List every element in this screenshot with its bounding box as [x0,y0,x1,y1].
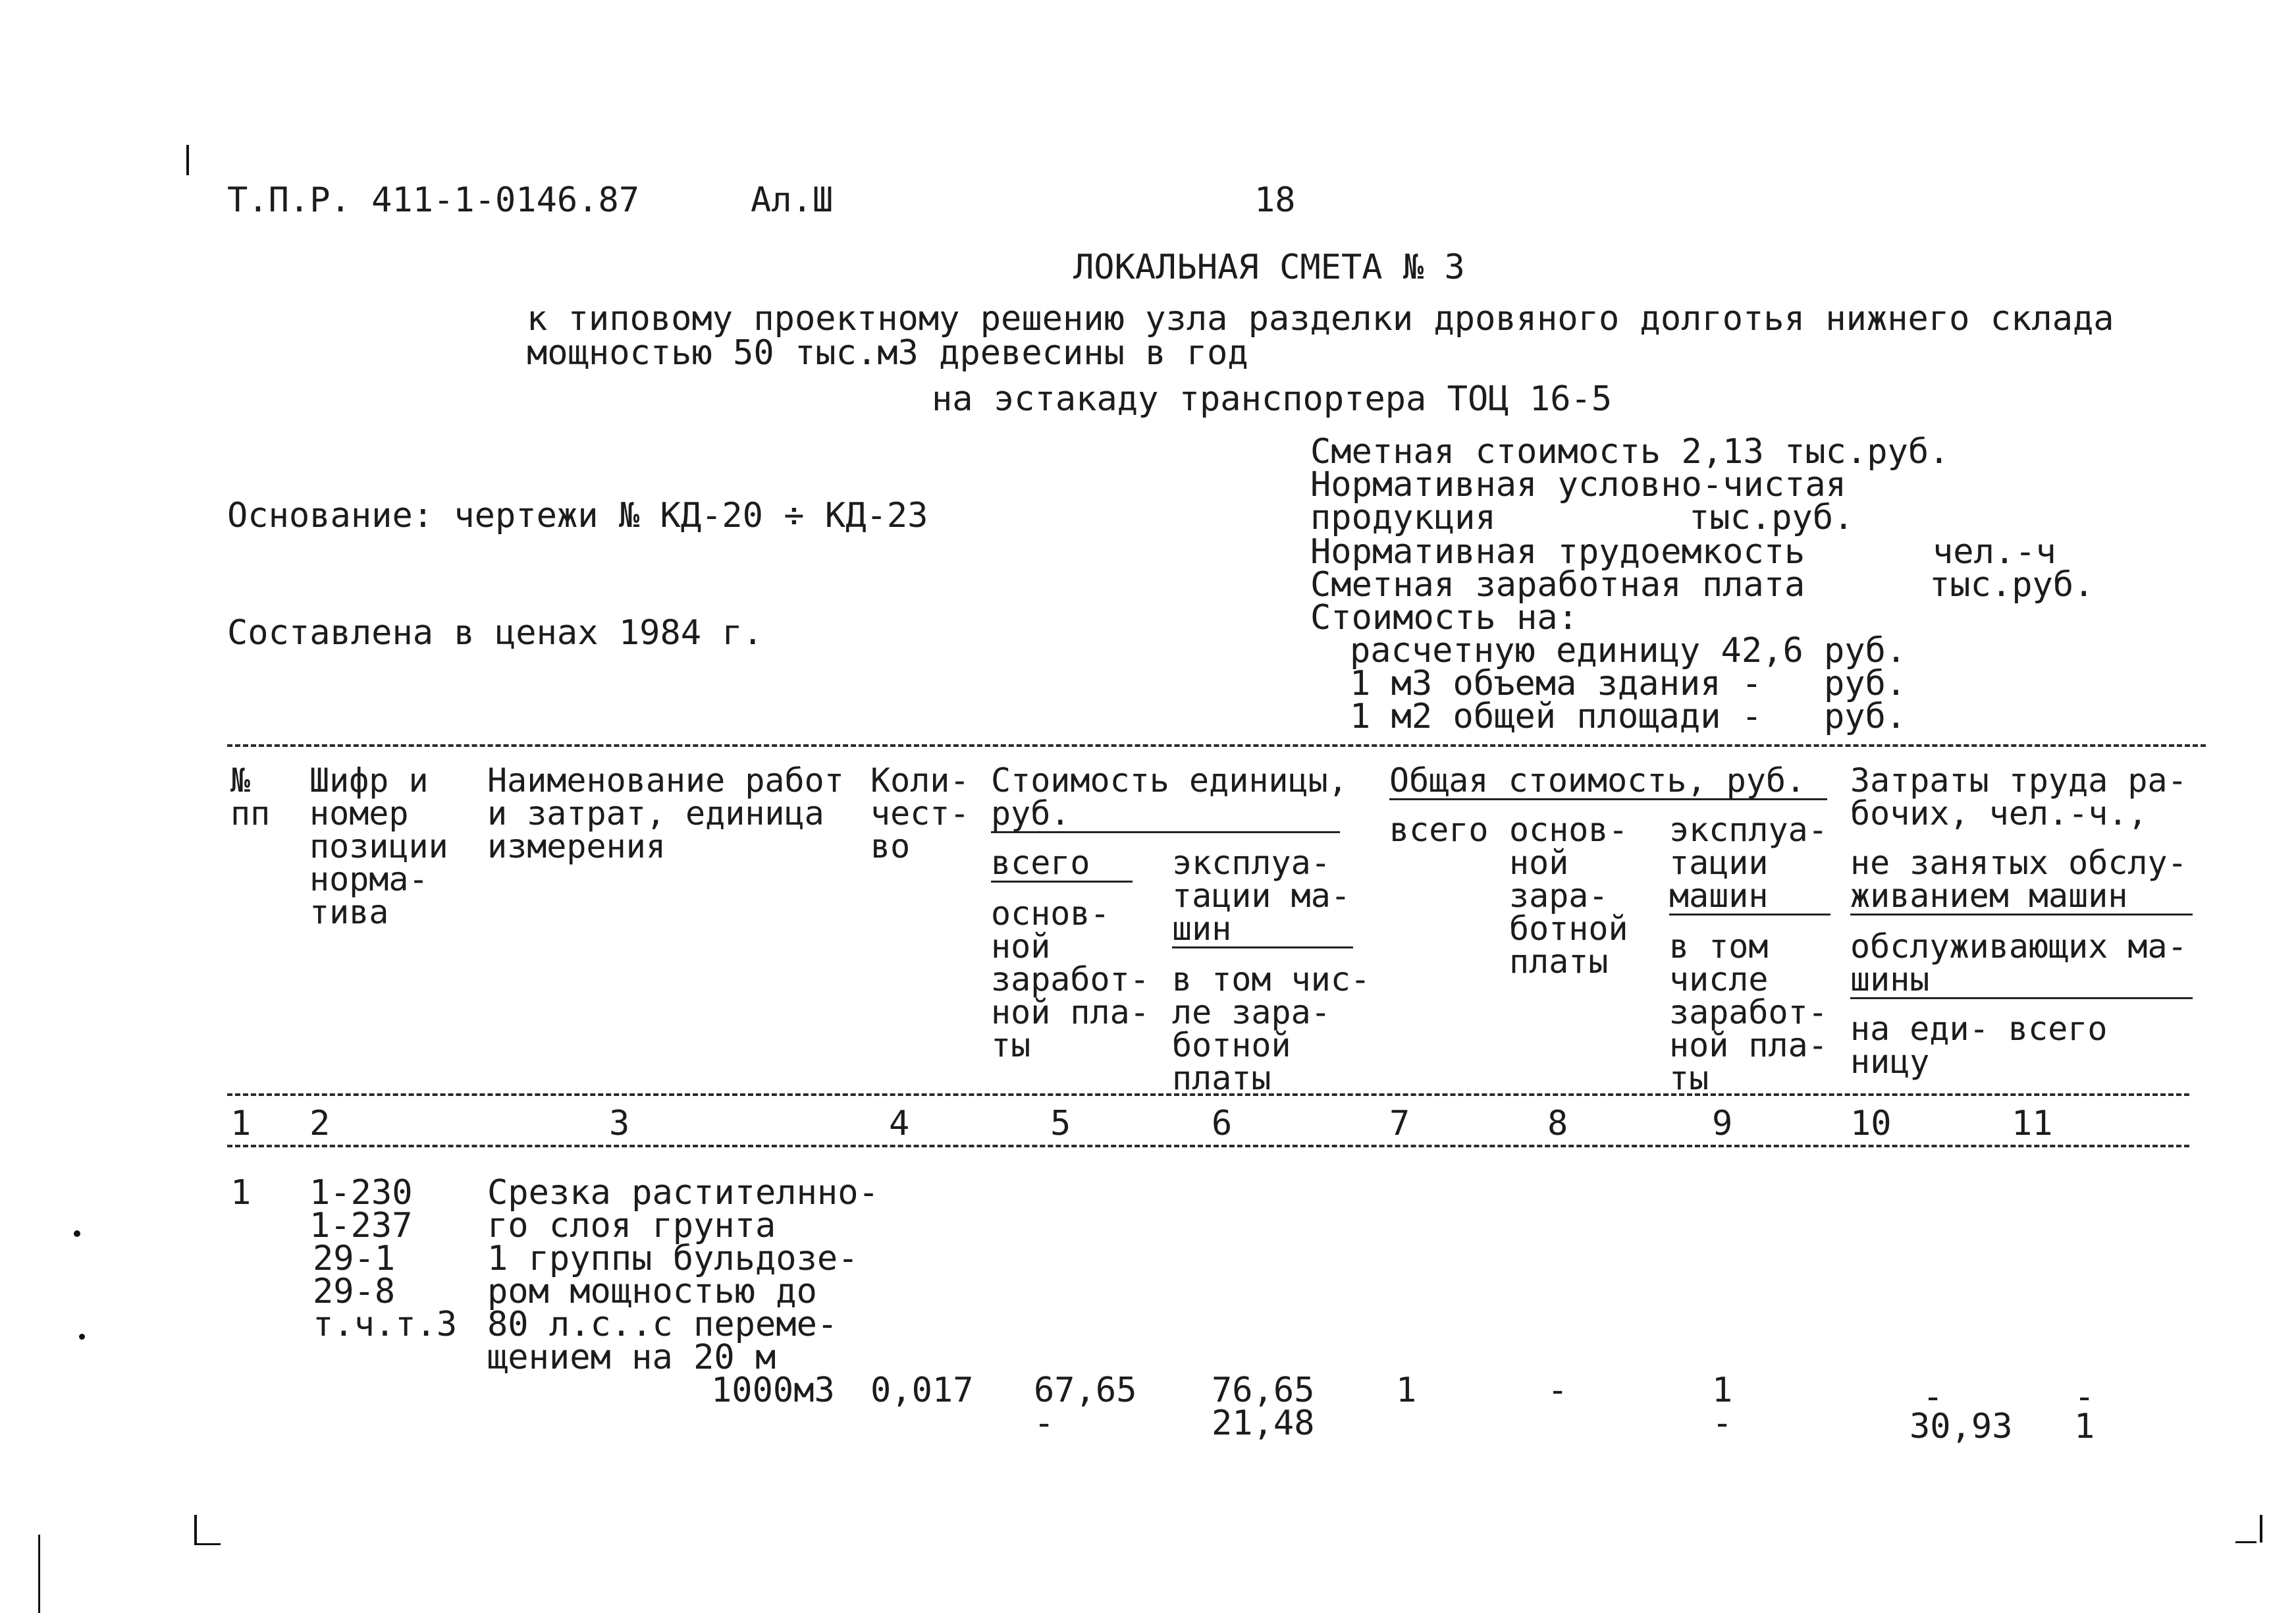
col-number-3: 3 [609,1104,630,1143]
summary-product-unit: тыс.руб. [1689,498,1854,537]
hdr-code-5: тива [309,893,389,931]
hdr-code-1: Шифр и [309,761,429,800]
hdr-c9-underline [1669,914,1830,916]
scan-dot-2 [79,1334,85,1340]
hdr-c5-b1: основ- [991,894,1110,933]
hdr-c5-b2: ной [991,927,1051,966]
hdr-num-1: № [230,761,251,800]
corner-mark-bottom-left-h [194,1543,221,1545]
row-1-c10-top: - [1923,1377,1944,1417]
hdr-c9-b4: ной пла- [1669,1026,1828,1064]
hdr-labor-b1: обслуживающих ма- [1850,927,2187,966]
header-bottom-rule [227,1093,2189,1096]
summary-cost: Сметная стоимость 2,13 тыс.руб. [1310,432,1950,472]
col-number-11: 11 [2012,1104,2053,1143]
hdr-unit-cost-rub: руб. [991,794,1071,833]
summary-area-unit: руб. [1824,697,1907,736]
estimate-title: ЛОКАЛЬНАЯ СМЕТА № 3 [1073,248,1465,287]
hdr-code-2: номер [309,794,409,833]
corner-mark-bottom-left-v [194,1515,197,1545]
hdr-qty-2: чест- [870,794,970,833]
summary-wages-unit: тыс.руб. [1929,565,2095,605]
title-line-1: к типовому проектному решению узла разделки дровяного долготья нижнего склада [527,299,2114,339]
hdr-c9-b1: в том [1669,927,1769,966]
hdr-c5-b3: заработ- [991,960,1150,998]
hdr-c6-b4: платы [1172,1059,1271,1097]
summary-labor-label: Нормативная трудоемкость [1310,532,1805,572]
hdr-name-2: и затрат, единица [487,794,824,833]
col-number-1: 1 [230,1104,252,1143]
document-code: Т.П.Р. 411-1-0146.87 [227,180,640,220]
row-1-name-4: ром мощностью до [487,1272,817,1311]
hdr-code-3: позиции [309,827,448,865]
row-1-number: 1 [230,1173,252,1213]
hdr-c9-b3: заработ- [1669,993,1828,1031]
row-1-code-1: 1-230 [309,1173,413,1213]
hdr-c8-2: ной [1509,844,1569,882]
corner-mark-bottom-right-h [2235,1541,2256,1543]
col-number-7: 7 [1389,1104,1410,1143]
hdr-c6-t1: эксплуа- [1172,844,1331,882]
hdr-c6-b2: ле зара- [1172,993,1331,1031]
summary-product-label: продукция [1310,498,1496,537]
hdr-num-2: пп [230,794,271,833]
row-1-name-6: щением на 20 м [487,1338,776,1377]
page-number: 18 [1254,180,1296,220]
row-1-c8: - [1547,1371,1568,1410]
col-number-10: 10 [1850,1104,1892,1143]
hdr-name-3: измерения [487,827,666,865]
hdr-labor-b-underline [1850,997,2193,999]
hdr-labor-a1: не занятых обслу- [1850,844,2187,882]
row-1-code-3: 29-1 [313,1239,396,1278]
hdr-c9-b5: ты [1669,1059,1709,1097]
summary-unit-cost: расчетную единицу 42,6 руб. [1350,631,1907,670]
prices-text: Составлена в ценах 1984 г. [227,613,763,653]
hdr-qty-1: Коли- [870,761,970,800]
table-top-rule [227,744,2206,747]
hdr-labor-1: Затраты труда ра- [1850,761,2187,800]
row-1-name-5: 80 л.с..с переме- [487,1305,838,1344]
hdr-name-1: Наименование работ [487,761,844,800]
summary-cost-per: Стоимость на: [1310,598,1578,638]
hdr-labor-unit-2: ницу [1850,1043,1930,1081]
hdr-total-cost-underline [1389,798,1827,800]
hdr-c9-t2: тации [1669,844,1769,882]
hdr-labor-unit-1: на еди- [1850,1010,1989,1048]
row-1-c7: 1 [1396,1371,1417,1410]
hdr-c9-b2: числе [1669,960,1769,998]
row-1-c6-bottom: 21,48 [1212,1404,1315,1443]
summary-net-product: Нормативная условно-чистая [1310,465,1846,505]
hdr-labor-a-underline [1850,914,2193,916]
row-1-name-2: го слоя грунта [487,1206,776,1245]
row-1-unit: 1000м3 [711,1371,835,1410]
corner-mark-bottom-right-v [2260,1515,2262,1543]
summary-volume-label: 1 м3 объема здания - [1350,664,1763,703]
hdr-c5-b4: ной пла- [991,993,1150,1031]
row-1-c9-top: 1 [1712,1371,1733,1410]
summary-volume-unit: руб. [1824,664,1907,703]
numbers-bottom-rule [227,1145,2189,1147]
row-1-c5-top: 67,65 [1034,1371,1137,1410]
col-number-5: 5 [1050,1104,1071,1143]
hdr-total-cost: Общая стоимость, руб. [1389,761,1806,800]
row-1-c5-bottom: - [1034,1404,1055,1443]
hdr-c5-underline [991,881,1133,883]
hdr-c8-5: платы [1509,943,1609,981]
col-number-8: 8 [1547,1104,1568,1143]
row-1-c6-top: 76,65 [1212,1371,1315,1410]
hdr-c6-t3: шин [1172,910,1232,948]
row-1-qty: 0,017 [870,1371,974,1410]
hdr-labor-total: всего [2008,1010,2108,1048]
album-number: Ал.Ш [751,180,834,220]
row-1-c11-top: - [2074,1377,2095,1417]
row-1-code-2: 1-237 [309,1206,413,1245]
col-number-2: 2 [309,1104,331,1143]
row-1-code-4: 29-8 [313,1272,396,1311]
hdr-c9-t1: эксплуа- [1669,811,1828,849]
scan-edge-line [38,1535,40,1613]
hdr-code-4: норма- [309,860,429,898]
title-line-3: на эстакаду транспортера ТОЦ 16-5 [932,379,1613,419]
hdr-c6-b3: ботной [1172,1026,1291,1064]
scan-mark-top-left [186,145,189,175]
summary-area-label: 1 м2 общей площади - [1350,697,1763,736]
row-1-name-1: Срезка растителнно- [487,1173,879,1213]
row-1-code-5: т.ч.т.3 [313,1305,458,1344]
hdr-c8-4: ботной [1509,910,1628,948]
col-number-4: 4 [889,1104,910,1143]
hdr-c6-t2: тации ма- [1172,877,1350,915]
col-number-9: 9 [1712,1104,1733,1143]
scan-dot-1 [74,1230,80,1237]
hdr-c6-b1: в том чис- [1172,960,1371,998]
hdr-labor-a2: живанием машин [1850,877,2128,915]
row-1-name-3: 1 группы бульдозе- [487,1239,859,1278]
hdr-unit-cost: Стоимость единицы, [991,761,1348,800]
hdr-labor-b2: шины [1850,960,1930,998]
row-1-c10-bottom: 30,93 [1909,1407,2013,1446]
basis-text: Основание: чертежи № КД-20 ÷ КД-23 [227,496,928,535]
hdr-c8-3: зара- [1509,877,1609,915]
hdr-unit-cost-underline [991,831,1340,833]
title-line-2: мощностью 50 тыс.м3 древесины в год [527,333,1248,373]
hdr-qty-3: во [870,827,911,865]
hdr-labor-2: бочих, чел.-ч., [1850,794,2148,833]
summary-wages-label: Сметная заработная плата [1310,565,1805,605]
hdr-c8-1: основ- [1509,811,1628,849]
row-1-c11-bottom: 1 [2074,1407,2095,1446]
hdr-c5-b5: ты [991,1026,1031,1064]
summary-labor-unit: чел.-ч [1933,532,2056,572]
col-number-6: 6 [1212,1104,1233,1143]
hdr-c5-total: всего [991,844,1090,882]
hdr-c9-t3: машин [1669,877,1769,915]
hdr-c7: всего [1389,811,1489,849]
row-1-c9-bottom: - [1712,1404,1733,1443]
hdr-c6-underline [1172,946,1353,948]
